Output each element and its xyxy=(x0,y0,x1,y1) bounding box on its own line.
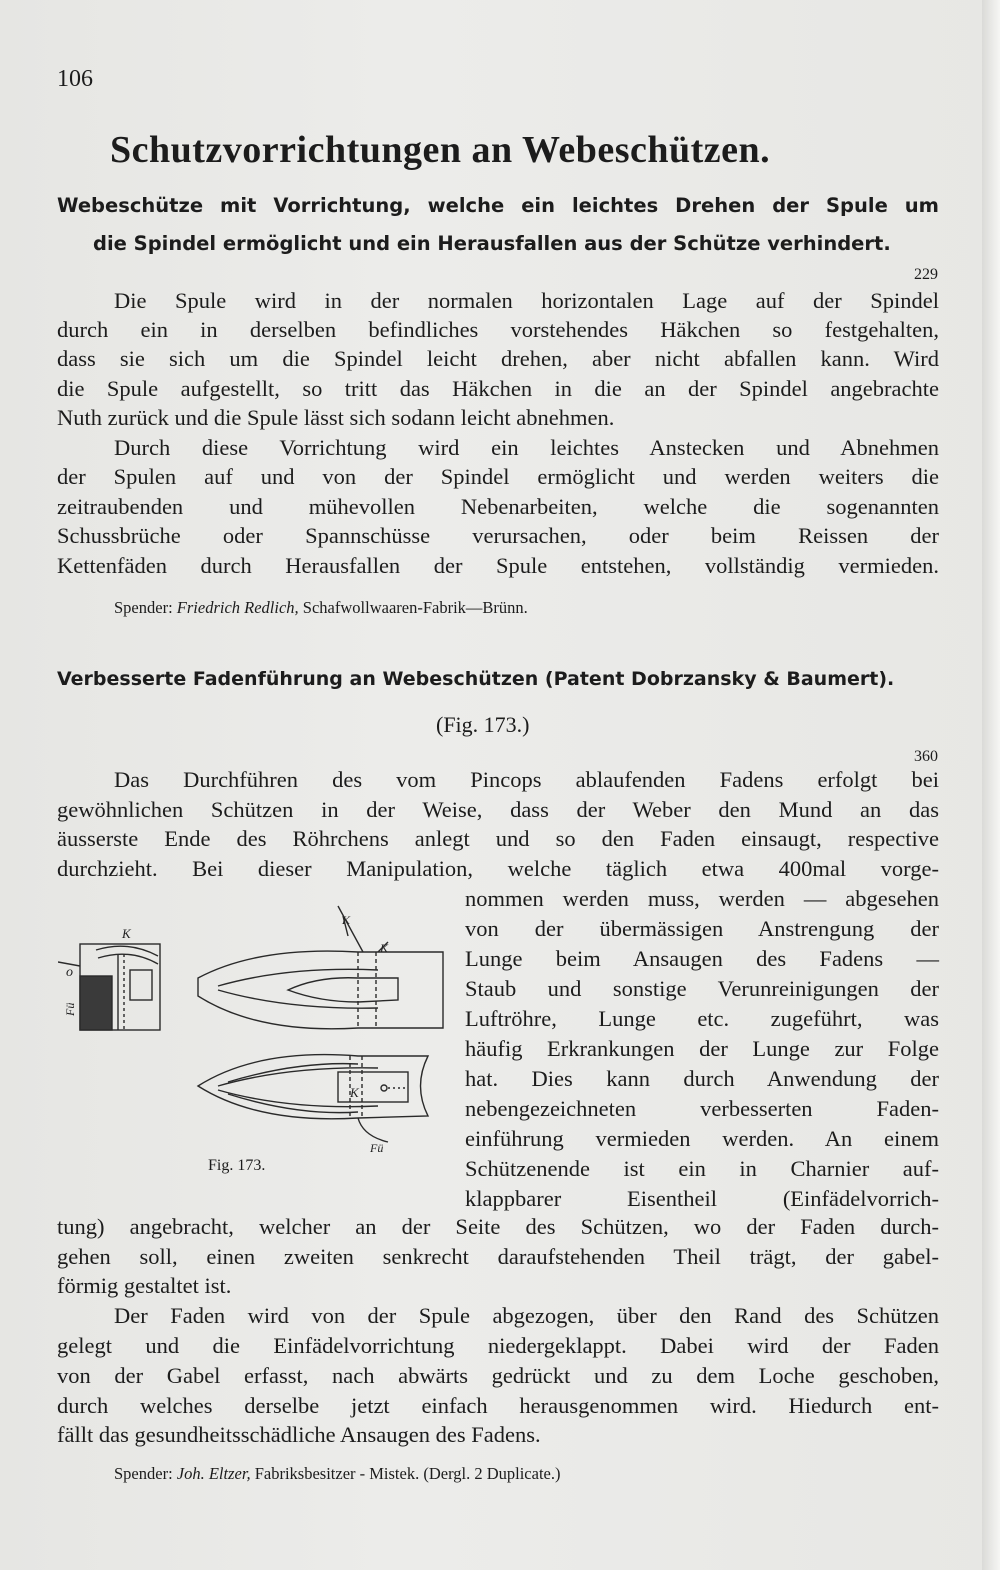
s1-line: der Spulen auf und von der Spindel ermöglicht und werden weiters die xyxy=(57,464,939,489)
label-k-top2: K xyxy=(380,941,389,955)
s2-line: gelegt und die Einfädelvorrichtung niedergeklappt. Dabei wird der Faden xyxy=(57,1333,939,1358)
s2-line: tung) angebracht, welcher an der Seite des Schützen, wo der Faden durch- xyxy=(57,1214,939,1239)
s1-line: durch ein in derselben befindliches vorstehendes Häkchen so festgehalten, xyxy=(57,317,939,342)
section1-number: 229 xyxy=(914,266,938,283)
s1-line: Schussbrüche oder Spannschüsse verursachen, oder beim Reissen der xyxy=(57,523,939,548)
s1-line: dass sie sich um die Spindel leicht drehen, aber nicht abfallen kann. Wird xyxy=(57,346,939,371)
label-fu-side: Fü xyxy=(370,1141,384,1155)
label-o: o xyxy=(66,965,73,980)
s2-line: förmig gestaltet ist. xyxy=(57,1273,232,1298)
s2-line: durch welches derselbe jetzt einfach herausgenommen wird. Hiedurch ent- xyxy=(57,1393,939,1418)
s1-line: Durch diese Vorrichtung wird ein leichtes Anstecken und Abnehmen xyxy=(114,435,939,460)
s1-line: die Spule aufgestellt, so tritt das Häkchen in die an der Spindel angebrachte xyxy=(57,376,939,401)
s2-inset-line: einführung vermieden werden. An einem xyxy=(465,1126,939,1151)
figure-reference: (Fig. 173.) xyxy=(436,712,530,737)
shuttle-top-view xyxy=(198,951,443,1029)
s1-line: zeitraubenden und mühevollen Nebenarbeiten, welche die sogenannten xyxy=(57,494,939,519)
label-k-top1: K xyxy=(342,913,351,927)
section2-donor xyxy=(114,1464,561,1484)
page-edge xyxy=(982,0,1000,1570)
s2-line: gehen soll, einen zweiten senkrecht daraufstehenden Theil trägt, der gabel- xyxy=(57,1244,939,1269)
section1-heading-line1: Webeschütze mit Vorrichtung, welche ein leichtes Drehen der Spule um xyxy=(57,194,939,217)
s1-line: Nuth zurück und die Spule lässt sich sodann leicht abnehmen. xyxy=(57,405,615,430)
s2-inset-line: Luftröhre, Lunge etc. zugeführt, was xyxy=(465,1006,939,1031)
page-title: Schutzvorrichtungen an Webeschützen. xyxy=(110,129,771,171)
section2-number: 360 xyxy=(914,748,938,765)
s2-inset-line: Staub und sonstige Verunreinigungen der xyxy=(465,976,939,1001)
donor-label: Spender: xyxy=(114,598,173,617)
s2-inset-line: Schützenende ist ein in Charnier auf- xyxy=(465,1156,939,1181)
s2-inset-line: nebengezeichneten verbesserten Faden- xyxy=(465,1096,939,1121)
s2-line: Der Faden wird von der Spule abgezogen, über den Rand des Schützen xyxy=(114,1303,939,1328)
s2-line: durchzieht. Bei dieser Manipulation, welche täglich etwa 400mal vorge- xyxy=(57,856,939,881)
donor-company: Schafwollwaaren-Fabrik—Brünn. xyxy=(302,598,528,617)
section2-heading: Verbesserte Fadenführung an Webeschützen (Patent Dobrzansky & Baumert). xyxy=(57,668,895,690)
section1-donor xyxy=(114,598,528,618)
donor-name: Joh. Eltzer, xyxy=(176,1464,251,1483)
figure-173 xyxy=(58,896,450,1158)
s2-line: fällt das gesundheitsschädliche Ansaugen des Fadens. xyxy=(57,1422,541,1447)
section1-heading-line2: die Spindel ermöglicht und ein Herausfallen aus der Schütze verhindert. xyxy=(93,232,891,255)
label-k-side: K xyxy=(350,1085,359,1100)
shuttle-illustration xyxy=(58,896,450,1158)
s2-line: gewöhnlichen Schützen in der Weise, dass der Weber den Mund an das xyxy=(57,797,939,822)
s2-line: äusserste Ende des Röhrchens anlegt und so den Faden einsaugt, respective xyxy=(57,826,939,851)
label-fu-end: Fü xyxy=(63,1002,77,1016)
s2-inset-line: häufig Erkrankungen der Lunge zur Folge xyxy=(465,1036,939,1061)
s1-line: Die Spule wird in der normalen horizontalen Lage auf der Spindel xyxy=(114,288,939,313)
donor-company: Fabriksbesitzer - Mistek. (Dergl. 2 Duplicate.) xyxy=(254,1464,561,1483)
s2-inset-line: Lunge beim Ansaugen des Fadens — xyxy=(465,946,939,971)
s2-line: Das Durchführen des vom Pincops ablaufenden Fadens erfolgt bei xyxy=(114,767,939,792)
s2-inset-line: von der übermässigen Anstrengung der xyxy=(465,916,939,941)
shuttle-side-view xyxy=(198,1055,428,1119)
s2-inset-line: nommen werden muss, werden — abgesehen xyxy=(465,886,939,911)
donor-label: Spender: xyxy=(114,1464,173,1483)
label-k-end: K xyxy=(122,926,131,941)
s1-line: Kettenfäden durch Herausfallen der Spule entstehen, vollständig vermieden. xyxy=(57,553,939,578)
figure-caption: Fig. 173. xyxy=(208,1157,266,1174)
s2-line: von der Gabel erfasst, nach abwärts gedrückt und zu dem Loche geschoben, xyxy=(57,1363,939,1388)
s2-inset-line: hat. Dies kann durch Anwendung der xyxy=(465,1066,939,1091)
donor-name: Friedrich Redlich, xyxy=(176,598,299,617)
s2-inset-line: klappbarer Eisentheil (Einfädelvorrich- xyxy=(465,1186,939,1211)
page-number: 106 xyxy=(57,66,93,92)
